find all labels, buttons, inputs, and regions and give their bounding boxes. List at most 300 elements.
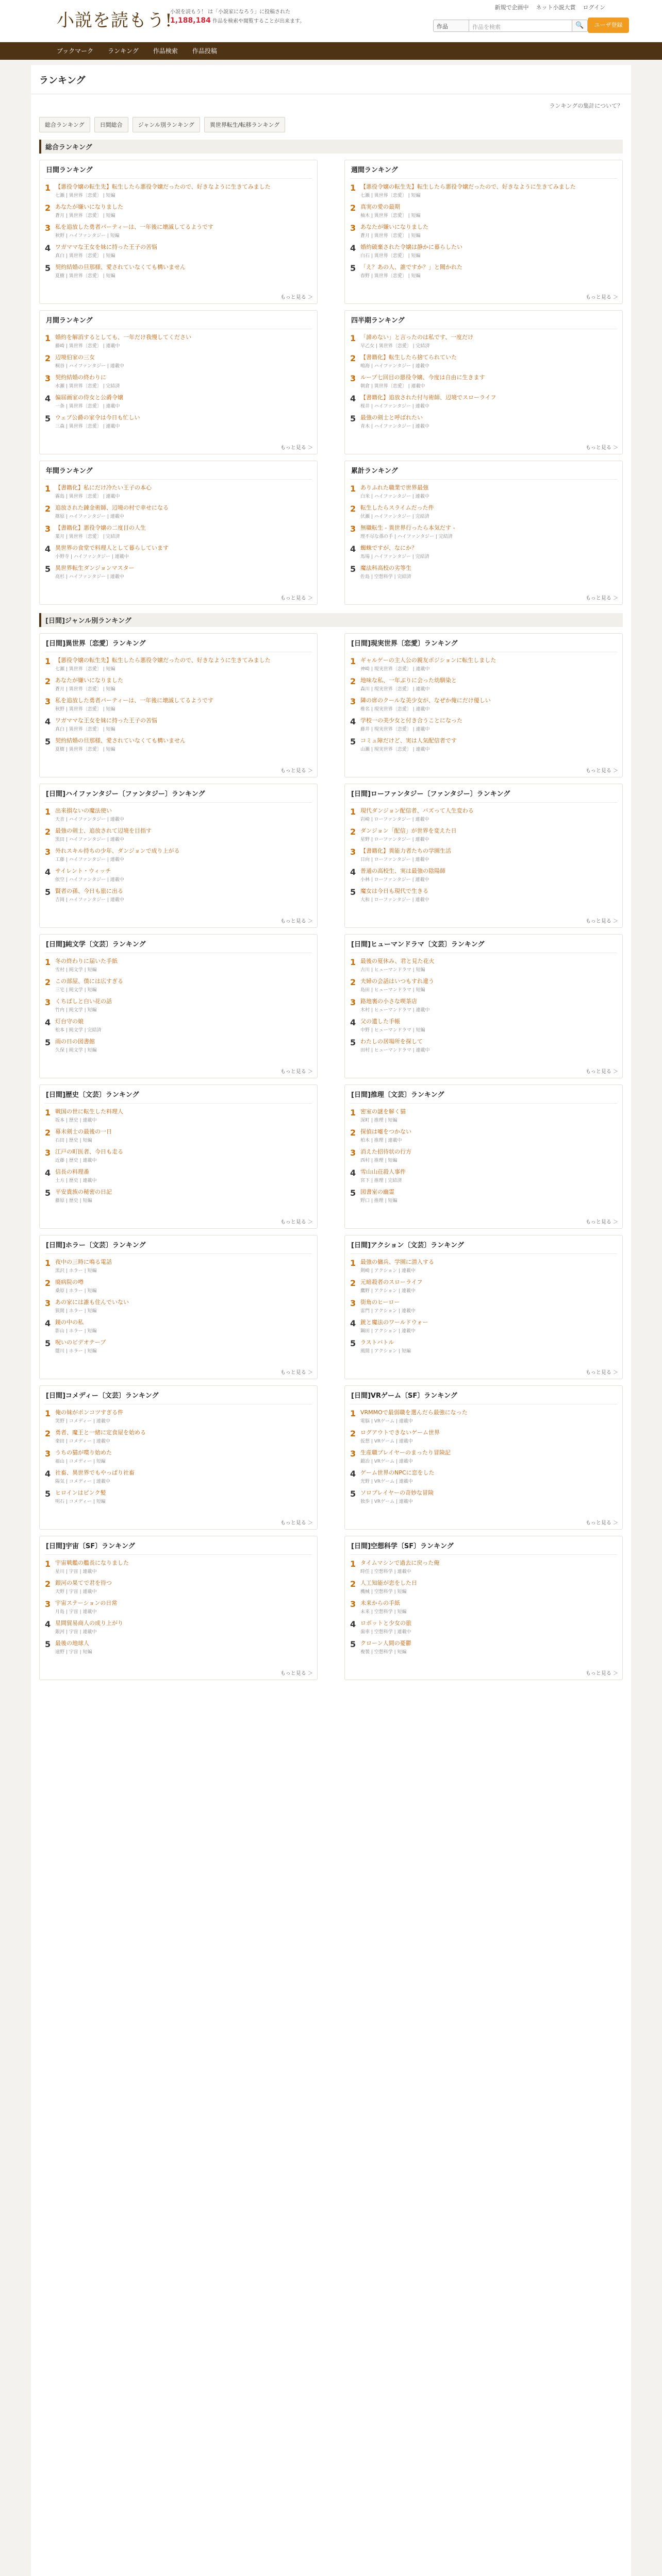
more-link[interactable]: もっと見る ＞ (280, 1671, 313, 1676)
work-title-link[interactable]: 異世界の食堂で料理人として暮らしています (55, 545, 169, 551)
work-title-link[interactable]: ゲーム世界のNPCに恋をした (360, 1469, 435, 1476)
work-title-link[interactable]: 「え？あの人、誰ですか？」と聞かれた (360, 264, 462, 270)
ranking-item-body (55, 1018, 312, 1033)
work-title-link[interactable]: 現代ダンジョン配信者、バズって人生変わる (360, 807, 474, 814)
ranking-item[interactable] (350, 331, 617, 351)
ranking-item[interactable] (45, 1427, 312, 1447)
ranking-item[interactable] (45, 201, 312, 221)
work-meta: 真白 | 異世界〔恋愛〕 | 短編 (55, 727, 115, 732)
ranking-item[interactable] (350, 1467, 617, 1487)
more-link[interactable]: もっと見る ＞ (280, 919, 313, 924)
work-title-link[interactable]: 消えた招待状の行方 (360, 1148, 411, 1155)
ranking-item-body (360, 1640, 617, 1655)
ranking-item[interactable] (45, 1186, 312, 1206)
ranking-item[interactable] (350, 482, 617, 502)
ranking-item[interactable] (350, 654, 617, 674)
ranking-item[interactable] (45, 694, 312, 715)
ranking-item[interactable] (350, 522, 617, 542)
work-title-link[interactable]: 追放された錬金術師、辺境の村で幸せになる (55, 504, 169, 511)
work-title-link[interactable]: 密室の謎を解く猫 (360, 1108, 406, 1115)
work-title-link[interactable]: 俺の妹がポンコツすぎる件 (55, 1409, 123, 1416)
ranking-item[interactable] (350, 1126, 617, 1146)
ranking-item-body (55, 697, 312, 712)
ranking-item[interactable] (45, 502, 312, 522)
work-title-link[interactable]: 社畜、異世界でもやっぱり社畜 (55, 1469, 135, 1476)
work-title-link[interactable]: この部屋、僕には広すぎる (55, 978, 123, 985)
work-title-link[interactable]: 雪山山荘殺人事件 (360, 1168, 406, 1175)
ranking-item[interactable] (45, 392, 312, 412)
ranking-item[interactable] (45, 1126, 312, 1146)
ranking-item[interactable] (350, 715, 617, 735)
ranking-item[interactable] (350, 1577, 617, 1597)
ranking-item-body (55, 1560, 312, 1574)
work-title-link[interactable]: あなたが嫌いになりました (55, 677, 123, 684)
work-title-link[interactable]: 人工知能が恋をした日 (360, 1580, 417, 1586)
ranking-card (39, 310, 318, 454)
ranking-item[interactable] (350, 674, 617, 694)
work-title-link[interactable]: あの家には誰も住んでいない (55, 1299, 129, 1306)
more-link[interactable]: もっと見る ＞ (280, 596, 313, 601)
ranking-item[interactable] (350, 1296, 617, 1316)
ranking-card-title: [日間]コメディー〔文芸〕ランキング (45, 1386, 312, 1404)
nav-item[interactable]: ランキング (108, 47, 139, 55)
ranking-item[interactable] (45, 995, 312, 1015)
work-title-link[interactable]: 【書籍化】転生したら捨てられていた (360, 354, 457, 361)
work-meta: 光野 | VRゲーム | 連載中 (360, 1479, 413, 1484)
ranking-item-body (360, 697, 617, 712)
rank-number: 4 (350, 1168, 356, 1178)
work-title-link[interactable]: 最強の剣士と呼ばれたい (360, 414, 423, 421)
header-link[interactable]: ネット小説大賞 (536, 4, 576, 11)
header-links (488, 3, 605, 11)
ranking-tab[interactable]: 総合ランキング (39, 117, 90, 132)
ranking-item[interactable] (350, 995, 617, 1015)
work-title-link[interactable]: ワガママな王女を妹に持った王子の苦悩 (55, 244, 157, 250)
work-title-link[interactable]: 【書籍化】追放された付与術師、辺境でスローライフ (360, 394, 496, 401)
ranking-item[interactable] (350, 1166, 617, 1186)
ranking-item[interactable] (350, 1637, 617, 1657)
work-title-link[interactable]: ヒロインはピンク髪 (55, 1489, 106, 1496)
work-title-link[interactable]: 異世界転生ダンジョンマスター (55, 565, 135, 571)
rank-number: 4 (350, 1469, 356, 1479)
ranking-item-body (360, 1489, 617, 1504)
work-title-link[interactable]: ループ七回目の悪役令嬢、今度は自由に生きます (360, 374, 485, 381)
work-title-link[interactable]: 魔法科高校の劣等生 (360, 565, 411, 571)
work-title-link[interactable]: くちばしと白い花の話 (55, 998, 112, 1005)
ranking-item[interactable] (350, 1597, 617, 1617)
ranking-item[interactable] (350, 955, 617, 975)
ranking-item-body (55, 1489, 312, 1504)
work-meta: 伏瀬 | ハイファンタジー | 完結済 (360, 514, 429, 519)
ranking-item[interactable] (45, 371, 312, 392)
work-title-link[interactable]: 無職転生 - 異世界行ったら本気だす - (360, 524, 455, 531)
more-link[interactable]: もっと見る ＞ (585, 445, 618, 451)
ranking-item[interactable] (45, 331, 312, 351)
ranking-item[interactable] (45, 1577, 312, 1597)
ranking-item[interactable] (350, 1036, 617, 1056)
ranking-item-body (55, 244, 312, 259)
ranking-item[interactable] (45, 1146, 312, 1166)
work-title-link[interactable]: 「諦めない」と言ったのは私です、一度だけ (360, 334, 474, 341)
work-title-link[interactable]: ありふれた職業で世界最強 (360, 484, 428, 491)
work-title-link[interactable]: 宇宙戦艦の艦長になりました (55, 1560, 129, 1566)
rank-number: 4 (45, 394, 51, 403)
ranking-item-body (360, 1469, 617, 1484)
more-link[interactable]: もっと見る ＞ (585, 768, 618, 774)
work-title-link[interactable]: 銃と魔法のワールドウォー (360, 1319, 428, 1326)
work-title-link[interactable]: 転生したらスライムだった件 (360, 504, 434, 511)
work-title-link[interactable]: 婚約破棄された令嬢は静かに暮らしたい (360, 244, 462, 250)
more-link[interactable]: もっと見る ＞ (585, 1219, 618, 1225)
ranking-item[interactable] (350, 371, 617, 392)
work-title-link[interactable]: 幕末剣士の最後の一日 (55, 1128, 112, 1135)
ranking-item-body (55, 204, 312, 218)
ranking-item[interactable] (45, 715, 312, 735)
work-title-link[interactable]: 婚約を解消するとしても、一年だけ我慢してください (55, 334, 191, 341)
work-title-link[interactable]: 夜中の三時に鳴る電話 (55, 1259, 112, 1265)
search-type-select[interactable]: 作品 (433, 20, 469, 32)
ranking-item[interactable] (350, 201, 617, 221)
ranking-tab[interactable]: 日間総合 (94, 117, 128, 132)
work-title-link[interactable]: 偏屈画家の侍女と公爵令嬢 (55, 394, 123, 401)
work-title-link[interactable]: 夫婦の会話はいつもすれ違う (360, 978, 434, 985)
work-meta: 椎名 | 現実世界〔恋愛〕 | 連載中 (360, 707, 430, 712)
ranking-item[interactable] (45, 1106, 312, 1126)
ranking-item[interactable] (45, 1256, 312, 1276)
work-title-link[interactable]: 辺境伯家の三女 (55, 354, 95, 361)
ranking-item[interactable] (350, 392, 617, 412)
work-title-link[interactable]: ログアウトできないゲーム世界 (360, 1429, 440, 1436)
work-title-link[interactable]: 未来からの手紙 (360, 1600, 400, 1606)
ranking-item-body (360, 334, 617, 349)
work-title-link[interactable]: 最強の剣士、追放されて辺境を目指す (55, 827, 152, 834)
ranking-item[interactable] (350, 865, 617, 885)
ranking-item[interactable] (350, 351, 617, 371)
site-logo[interactable]: 小説を読もう! (57, 10, 173, 31)
ranking-item[interactable] (45, 805, 312, 825)
ranking-item[interactable] (350, 221, 617, 241)
work-title-link[interactable]: あなたが嫌いになりました (360, 224, 428, 230)
work-title-link[interactable]: VRMMOで最弱職を選んだら最強になった (360, 1409, 468, 1416)
work-title-link[interactable]: 廃病院の噂 (55, 1279, 84, 1285)
ranking-item[interactable] (350, 181, 617, 201)
ranking-item[interactable] (45, 351, 312, 371)
work-meta: 秋野 | ハイファンタジー | 短編 (55, 233, 120, 239)
ranking-item[interactable] (45, 1617, 312, 1637)
ranking-item[interactable] (350, 1316, 617, 1336)
rank-number: 5 (350, 1038, 356, 1047)
rank-number: 5 (350, 263, 356, 273)
work-title-link[interactable]: 【悪役令嬢の転生先】転生したら悪役令嬢だったので、好きなように生きてみました (360, 183, 576, 190)
more-link[interactable]: もっと見る ＞ (280, 295, 313, 300)
work-title-link[interactable]: 契約結婚の終わりに (55, 374, 106, 381)
work-title-link[interactable]: 【書籍化】異能力者たちの学園生活 (360, 848, 451, 854)
ranking-item[interactable] (45, 261, 312, 281)
rank-number: 1 (350, 1409, 356, 1418)
ranking-item[interactable] (45, 1447, 312, 1467)
ranking-item-body (55, 1148, 312, 1163)
ranking-item[interactable] (350, 1487, 617, 1507)
work-meta: 黒田 | ハイファンタジー | 連載中 (55, 837, 124, 842)
work-title-link[interactable]: 最後の地球人 (55, 1640, 89, 1647)
work-title-link[interactable]: 江戸の町医者、今日も走る (55, 1148, 123, 1155)
ranking-item[interactable] (45, 482, 312, 502)
ranking-item[interactable] (45, 865, 312, 885)
work-title-link[interactable]: 私を追放した勇者パーティーは、一年後に壊滅してるようです (55, 224, 214, 230)
nav-item[interactable]: 作品検索 (153, 47, 178, 55)
work-title-link[interactable]: 出来損ないの魔法使い (55, 807, 112, 814)
ranking-item[interactable] (350, 1336, 617, 1357)
ranking-item[interactable] (350, 1276, 617, 1296)
work-title-link[interactable]: うちの猫が喋り始めた (55, 1449, 112, 1456)
work-title-link[interactable]: 探偵は嘘をつかない (360, 1128, 411, 1135)
work-title-link[interactable]: ソロプレイヤーの奇妙な冒険 (360, 1489, 434, 1496)
work-meta: 黒沢 | ホラー | 短編 (55, 1268, 97, 1274)
work-title-link[interactable]: ロボットと少女の旅 (360, 1620, 411, 1626)
nav-item[interactable]: 作品投稿 (192, 47, 217, 55)
ranking-note-link[interactable]: ランキングの集計について？ (549, 103, 623, 109)
ranking-item[interactable] (45, 522, 312, 542)
ranking-item[interactable] (45, 181, 312, 201)
work-title-link[interactable]: 父の遺した手帳 (360, 1018, 400, 1025)
work-title-link[interactable]: ワガママな王女を妹に持った王子の苦悩 (55, 717, 157, 724)
ranking-item[interactable] (45, 221, 312, 241)
ranking-item[interactable] (45, 1276, 312, 1296)
more-link[interactable]: もっと見る ＞ (280, 768, 313, 774)
work-title-link[interactable]: 【悪役令嬢の転生先】転生したら悪役令嬢だったので、好きなように生きてみました (55, 183, 271, 190)
work-title-link[interactable]: ウェブ公爵の家令は今日も忙しい (55, 414, 140, 421)
ranking-item[interactable] (350, 845, 617, 865)
work-meta: 霧島 | 異世界〔恋愛〕 | 連載中 (55, 494, 120, 499)
search-icon[interactable]: 🔍 (572, 20, 588, 32)
more-link[interactable]: もっと見る ＞ (280, 1069, 313, 1075)
work-meta: 一条 | 異世界〔恋愛〕 | 連載中 (55, 404, 120, 409)
ranking-item-body (55, 1128, 312, 1143)
work-title-link[interactable]: 勇者、魔王と一緒に定食屋を始める (55, 1429, 146, 1436)
more-link[interactable]: もっと見る ＞ (585, 295, 618, 300)
more-link[interactable]: もっと見る ＞ (280, 1370, 313, 1376)
ranking-item[interactable] (45, 1637, 312, 1657)
ranking-item[interactable] (45, 1015, 312, 1036)
work-title-link[interactable]: クローン人間の憂鬱 (360, 1640, 411, 1647)
ranking-item[interactable] (45, 1296, 312, 1316)
work-title-link[interactable]: 地味な私、一年ぶりに会った幼馴染と (360, 677, 457, 684)
ranking-item-body (360, 565, 617, 580)
work-title-link[interactable]: 図書室の幽霊 (360, 1189, 394, 1195)
ranking-item[interactable] (350, 694, 617, 715)
ranking-item[interactable] (45, 845, 312, 865)
ranking-item-body (55, 978, 312, 993)
ranking-item[interactable] (45, 1166, 312, 1186)
rank-number: 4 (350, 1318, 356, 1328)
work-title-link[interactable]: 星間貿易商人の成り上がり (55, 1620, 123, 1626)
ranking-item[interactable] (45, 735, 312, 755)
ranking-item[interactable] (45, 1336, 312, 1357)
register-button[interactable]: ユーザ登録 (588, 18, 629, 33)
work-title-link[interactable]: 灯台守の娘 (55, 1018, 84, 1025)
nav-item[interactable]: ブックマーク (57, 47, 94, 55)
work-title-link[interactable]: 最強の傭兵、学園に潜入する (360, 1259, 434, 1265)
ranking-item[interactable] (350, 542, 617, 562)
more-link[interactable]: もっと見る ＞ (280, 1520, 313, 1526)
ranking-item[interactable] (350, 975, 617, 995)
ranking-tab[interactable]: 異世界転生/転移ランキング (204, 117, 285, 132)
ranking-item[interactable] (350, 805, 617, 825)
ranking-tab[interactable]: ジャンル別ランキング (133, 117, 200, 132)
ranking-item-body (55, 1108, 312, 1123)
work-title-link[interactable]: 呪いのビデオテープ (55, 1339, 106, 1346)
rank-number: 3 (350, 697, 356, 706)
ranking-card-title: [日間]ハイファンタジー〔ファンタジー〕ランキング (45, 784, 312, 803)
ranking-item[interactable] (45, 825, 312, 845)
ranking-item[interactable] (45, 241, 312, 261)
ranking-item[interactable] (45, 975, 312, 995)
work-title-link[interactable]: 平安貴族の秘密の日記 (55, 1189, 112, 1195)
tagline-text-2: 作品を検索や閲覧することが出来ます。 (212, 19, 305, 24)
ranking-item[interactable] (350, 735, 617, 755)
ranking-item[interactable] (350, 1015, 617, 1036)
rank-number: 5 (45, 263, 51, 273)
more-link[interactable]: もっと見る ＞ (585, 1069, 618, 1075)
ranking-item-body (55, 717, 312, 732)
rank-number: 3 (350, 374, 356, 383)
ranking-card-title: [日間]ヒューマンドラマ〔文芸〕ランキング (350, 935, 617, 953)
more-link[interactable]: もっと見る ＞ (585, 919, 618, 924)
work-title-link[interactable]: 元暗殺者のスローライフ (360, 1279, 423, 1285)
work-title-link[interactable]: ギャルゲーの主人公の親友ポジションに転生しました (360, 657, 496, 664)
work-title-link[interactable]: 戦国の世に転生した料理人 (55, 1108, 123, 1115)
work-title-link[interactable]: 【書籍化】悪役令嬢の二度目の人生 (55, 524, 146, 531)
more-link[interactable]: もっと見る ＞ (280, 1219, 313, 1225)
ranking-item[interactable] (45, 542, 312, 562)
rank-number: 5 (45, 1338, 51, 1348)
ranking-item[interactable] (45, 1406, 312, 1427)
ranking-item-body (55, 1189, 312, 1204)
work-meta: 桐谷 | ハイファンタジー | 連載中 (55, 364, 124, 369)
work-title-link[interactable]: 【書籍化】私にだけ冷たい王子の本心 (55, 484, 152, 491)
header-link[interactable]: 新規で企画中 (494, 4, 529, 11)
work-meta: 野口 | 推理 | 短編 (360, 1198, 398, 1204)
ranking-item-body (55, 374, 312, 389)
work-meta: 蒼月 | 異世界〔恋愛〕 | 短編 (55, 213, 115, 218)
ranking-card (39, 1084, 318, 1229)
ranking-item[interactable] (45, 1467, 312, 1487)
work-meta: 葉月 | 異世界〔恋愛〕 | 完結済 (55, 534, 120, 539)
ranking-item[interactable] (45, 885, 312, 905)
ranking-card-title: 日間ランキング (45, 160, 312, 179)
work-title-link[interactable]: 街角のヒーロー (360, 1299, 400, 1306)
ranking-item[interactable] (45, 654, 312, 674)
header-link[interactable]: ログイン (583, 4, 605, 11)
work-title-link[interactable]: 冬の終わりに届いた手紙 (55, 958, 118, 964)
ranking-item[interactable] (45, 674, 312, 694)
ranking-item[interactable] (350, 412, 617, 432)
work-title-link[interactable]: 外れスキル持ちの少年、ダンジョンで成り上がる (55, 848, 180, 854)
ranking-card (39, 160, 318, 304)
ranking-item[interactable] (350, 502, 617, 522)
work-title-link[interactable]: 信長の料理番 (55, 1168, 89, 1175)
work-title-link[interactable]: サイレント・ウィッチ (55, 868, 111, 874)
ranking-item[interactable] (45, 1597, 312, 1617)
ranking-item[interactable] (45, 562, 312, 582)
ranking-item[interactable] (350, 1557, 617, 1577)
ranking-item[interactable] (350, 562, 617, 582)
ranking-item[interactable] (350, 1146, 617, 1166)
work-title-link[interactable]: 真実の愛の最期 (360, 204, 400, 210)
ranking-item[interactable] (45, 1316, 312, 1336)
work-title-link[interactable]: 学校一の美少女と付き合うことになった (360, 717, 462, 724)
rank-number: 5 (45, 737, 51, 747)
work-title-link[interactable]: 私を追放した勇者パーティーは、一年後に壊滅してるようです (55, 697, 214, 704)
work-meta: 坂本 | 歴史 | 連載中 (55, 1118, 97, 1123)
work-title-link[interactable]: 宇宙ステーションの日常 (55, 1600, 118, 1606)
ranking-item[interactable] (350, 1186, 617, 1206)
ranking-item[interactable] (45, 1036, 312, 1056)
ranking-item[interactable] (350, 241, 617, 261)
ranking-item[interactable] (350, 825, 617, 845)
work-title-link[interactable]: あなたが嫌いになりました (55, 204, 123, 210)
ranking-item[interactable] (350, 1256, 617, 1276)
work-title-link[interactable]: 魔女は今日も現代で生きる (360, 888, 428, 894)
work-title-link[interactable]: ラストバトル (360, 1339, 394, 1346)
work-title-link[interactable]: わたしの居場所を探して (360, 1038, 423, 1045)
work-title-link[interactable]: 隣の席のクールな美少女が、なぜか俺にだけ優しい (360, 697, 491, 704)
work-title-link[interactable]: 賢者の孫、今日も旅に出る (55, 888, 123, 894)
work-title-link[interactable]: 銀河の果てで君を待つ (55, 1580, 112, 1586)
work-title-link[interactable]: 最後の夏休み、君と見た花火 (360, 958, 435, 964)
work-title-link[interactable]: コミュ障だけど、実は人気配信者です (360, 737, 457, 744)
ranking-item[interactable] (45, 1487, 312, 1507)
ranking-item-body (55, 888, 312, 903)
more-link[interactable]: もっと見る ＞ (585, 1671, 618, 1676)
ranking-item[interactable] (350, 1106, 617, 1126)
rank-number: 3 (45, 697, 51, 706)
work-title-link[interactable]: 普通の高校生、実は最強の陰陽師 (360, 868, 445, 874)
work-title-link[interactable]: 【悪役令嬢の転生先】転生したら悪役令嬢だったので、好きなように生きてみました (55, 657, 271, 664)
ranking-item-body (55, 1409, 312, 1424)
work-title-link[interactable]: 蜘蛛ですが、なにか？ (360, 545, 417, 551)
ranking-item[interactable] (350, 885, 617, 905)
work-title-link[interactable]: 鏡の中の私 (55, 1319, 84, 1326)
ranking-item[interactable] (350, 1406, 617, 1427)
ranking-item[interactable] (45, 1557, 312, 1577)
work-meta: 星川 | 宇宙 | 連載中 (55, 1569, 97, 1574)
ranking-item-body (360, 1148, 617, 1163)
work-title-link[interactable]: ダンジョン「配信」が世界を変えた日 (360, 827, 457, 834)
work-meta: 風間 | アクション | 短編 (360, 1349, 411, 1354)
ranking-item-body (360, 1409, 617, 1424)
ranking-item[interactable] (350, 1447, 617, 1467)
work-title-link[interactable]: 契約結婚の旦那様、愛されていなくても構いません (55, 737, 186, 744)
ranking-item-body (55, 524, 312, 539)
more-link[interactable]: もっと見る ＞ (585, 1370, 618, 1376)
more-link[interactable]: もっと見る ＞ (280, 445, 313, 451)
ranking-item[interactable] (350, 1427, 617, 1447)
ranking-item[interactable] (350, 1617, 617, 1637)
ranking-card-title: 四半期ランキング (350, 311, 617, 329)
more-link[interactable]: もっと見る ＞ (585, 1520, 618, 1526)
ranking-item[interactable] (45, 412, 312, 432)
work-title-link[interactable]: 路地裏の小さな喫茶店 (360, 998, 417, 1005)
work-title-link[interactable]: 生産職プレイヤーのまったり冒険記 (360, 1449, 451, 1456)
work-title-link[interactable]: タイムマシンで過去に戻った俺 (360, 1560, 440, 1566)
more-link[interactable]: もっと見る ＞ (585, 596, 618, 601)
search-input[interactable]: 作品を検索 (469, 20, 572, 32)
ranking-item[interactable] (45, 955, 312, 975)
work-title-link[interactable]: 雨の日の図書館 (55, 1038, 95, 1045)
work-title-link[interactable]: 契約結婚の旦那様、愛されていなくても構いません (55, 264, 186, 270)
ranking-item[interactable] (350, 261, 617, 281)
